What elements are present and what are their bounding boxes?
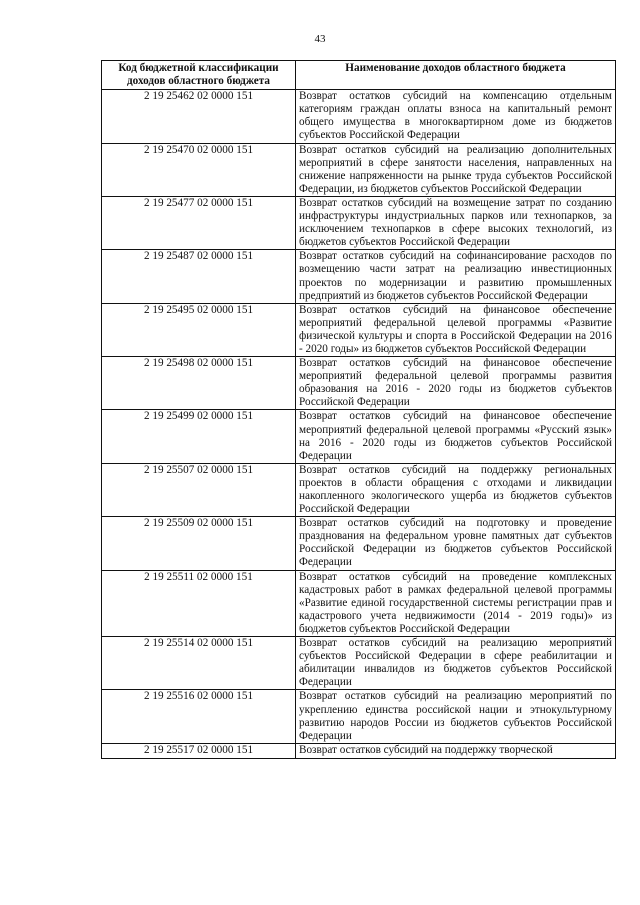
page-number: 43 bbox=[314, 33, 326, 45]
table-row bbox=[102, 637, 616, 690]
table-row bbox=[102, 743, 616, 758]
row-name: Возврат остатков субсидий на софинансирование расходов по возмещению части затрат на реализацию инвестиционных проектов по модернизации и развитию промышленных предприятий из бюджетов субъектов Российской Федерации bbox=[296, 250, 616, 303]
row-code: 2 19 25470 02 0000 151 bbox=[102, 143, 296, 196]
row-code: 2 19 25495 02 0000 151 bbox=[102, 303, 296, 356]
table-row bbox=[102, 196, 616, 249]
row-name: Возврат остатков субсидий на реализацию мероприятий по укреплению единства российской нации и этнокультурному развитию народов России из бюджетов субъектов Российской Федерации bbox=[296, 690, 616, 743]
row-code: 2 19 25499 02 0000 151 bbox=[102, 410, 296, 463]
row-name: Возврат остатков субсидий на реализацию мероприятий субъектов Российской Федерации в сфере реабилитации и абилитации инвалидов из бюджетов субъектов Российской Федерации bbox=[296, 637, 616, 690]
row-name: Возврат остатков субсидий на поддержку творческой bbox=[296, 743, 616, 758]
row-name: Возврат остатков субсидий на проведение комплексных кадастровых работ в рамках федеральной целевой программы «Развитие единой государственной системы регистрации прав и кадастрового учета недвижимости (2014 - 2019 годы)» из бюджетов субъектов Российской Федерации bbox=[296, 570, 616, 636]
row-code: 2 19 25514 02 0000 151 bbox=[102, 637, 296, 690]
row-code: 2 19 25462 02 0000 151 bbox=[102, 90, 296, 143]
row-name: Возврат остатков субсидий на реализацию дополнительных мероприятий в сфере занятости населения, направленных на снижение напряженности на рынке труда субъектов Российской Федерации, из бюджетов субъектов Российской Федерации bbox=[296, 143, 616, 196]
row-code: 2 19 25487 02 0000 151 bbox=[102, 250, 296, 303]
table-row bbox=[102, 517, 616, 570]
row-name: Возврат остатков субсидий на финансовое обеспечение мероприятий федеральной целевой программы «Развитие физической культуры и спорта в Российской Федерации на 2016 - 2020 годы» из бюджетов субъектов Российской Федерации bbox=[296, 303, 616, 356]
row-code: 2 19 25517 02 0000 151 bbox=[102, 743, 296, 758]
row-code: 2 19 25507 02 0000 151 bbox=[102, 463, 296, 516]
table-row bbox=[102, 143, 616, 196]
table-header-row bbox=[102, 61, 616, 90]
table-row bbox=[102, 463, 616, 516]
header-code: Код бюджетной классификации доходов областного бюджета bbox=[102, 61, 296, 90]
table-row bbox=[102, 410, 616, 463]
row-code: 2 19 25498 02 0000 151 bbox=[102, 357, 296, 410]
header-name: Наименование доходов областного бюджета bbox=[296, 61, 616, 90]
table-row bbox=[102, 690, 616, 743]
table-row bbox=[102, 303, 616, 356]
row-code: 2 19 25511 02 0000 151 bbox=[102, 570, 296, 636]
row-name: Возврат остатков субсидий на финансовое обеспечение мероприятий федеральной целевой программы развития образования на 2016 - 2020 годы из бюджетов субъектов Российской Федерации bbox=[296, 357, 616, 410]
row-name: Возврат остатков субсидий на поддержку региональных проектов в области обращения с отходами и ликвидации накопленного экологического ущерба из бюджетов субъектов Российской Федерации bbox=[296, 463, 616, 516]
row-code: 2 19 25477 02 0000 151 bbox=[102, 196, 296, 249]
table-row bbox=[102, 570, 616, 636]
row-name: Возврат остатков субсидий на возмещение затрат по созданию инфраструктуры индустриальных парков или технопарков, за исключением технопарков в сфере высоких технологий, из бюджетов субъектов Российской Федерации bbox=[296, 196, 616, 249]
row-code: 2 19 25516 02 0000 151 bbox=[102, 690, 296, 743]
table-row bbox=[102, 357, 616, 410]
row-name: Возврат остатков субсидий на компенсацию отдельным категориям граждан оплаты взноса на капитальный ремонт общего имущества в многоквартирном доме из бюджетов субъектов Российской Федерации bbox=[296, 90, 616, 143]
budget-classification-table bbox=[101, 60, 616, 759]
row-name: Возврат остатков субсидий на подготовку и проведение празднования на федеральном уровне памятных дат субъектов Российской Федерации из бюджетов субъектов Российской Федерации bbox=[296, 517, 616, 570]
table-row bbox=[102, 250, 616, 303]
row-code: 2 19 25509 02 0000 151 bbox=[102, 517, 296, 570]
table-row bbox=[102, 90, 616, 143]
row-name: Возврат остатков субсидий на финансовое обеспечение мероприятий федеральной целевой программы «Русский язык» на 2016 - 2020 годы из бюджетов субъектов Российской Федерации bbox=[296, 410, 616, 463]
